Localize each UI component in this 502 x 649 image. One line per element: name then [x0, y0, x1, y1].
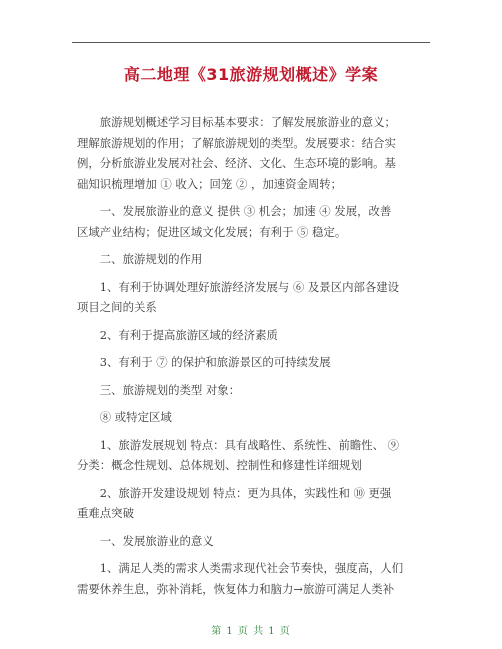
body-line: 一、发展旅游业的意义	[77, 533, 214, 548]
body-line: 1、旅游发展规划 特点：具有战略性、系统性、前瞻性、 ⑨	[77, 437, 400, 452]
body-line: 二、旅游规划的作用	[77, 252, 203, 266]
body-line: 区域产业结构；促进区域文化发展；有利于 ⑤ 稳定。	[77, 224, 347, 239]
body-line: 三、旅游规划的类型 对象：	[77, 382, 241, 397]
body-line: 2、旅游开发建设规划 特点：更为具体，实践性和 ⑩ 更强	[77, 485, 392, 500]
body-line: 例，分析旅游业发展对社会、经济、文化、生态环境的影响。基	[77, 156, 396, 170]
body-line: 旅游规划概述学习目标基本要求：了解发展旅游业的意义；	[77, 115, 396, 129]
body-line: 项目之间的关系	[77, 300, 157, 314]
body-line: 分类：概念性规划、总体规划、控制性和修建性详细规划	[77, 458, 362, 472]
header-rule	[72, 42, 430, 43]
body-line: ⑧ 或特定区域	[77, 410, 172, 424]
body-line: 重难点突破	[77, 506, 134, 520]
body-line: 1、有利于协调处理好旅游经济发展与 ⑥ 及景区内部各建设	[77, 279, 400, 294]
body-line: 2、有利于提高旅游区域的经济素质	[77, 327, 278, 342]
document-body	[77, 112, 425, 599]
body-line: 1、满足人类的需求人类需求现代社会节奏快，强度高，人们	[77, 561, 404, 575]
body-line: 3、有利于 ⑦ 的保护和旅游景区的可持续发展	[77, 355, 331, 369]
body-line: 需要休养生息，弥补消耗，恢复体力和脑力→旅游可满足人类补	[77, 581, 395, 596]
body-line: 础知识梳理增加 ① 收入；回笼 ② ，加速资金周转；	[77, 176, 343, 191]
page-footer: 第 1 页 共 1 页	[211, 626, 291, 637]
body-line: 理解旅游规划的作用；了解旅游规划的类型。发展要求：结合实	[77, 135, 396, 150]
body-line: 一、发展旅游业的意义 提供 ③ 机会；加速 ④ 发展，改善	[77, 204, 392, 218]
document-title: 高二地理《31旅游规划概述》学案	[123, 65, 379, 84]
